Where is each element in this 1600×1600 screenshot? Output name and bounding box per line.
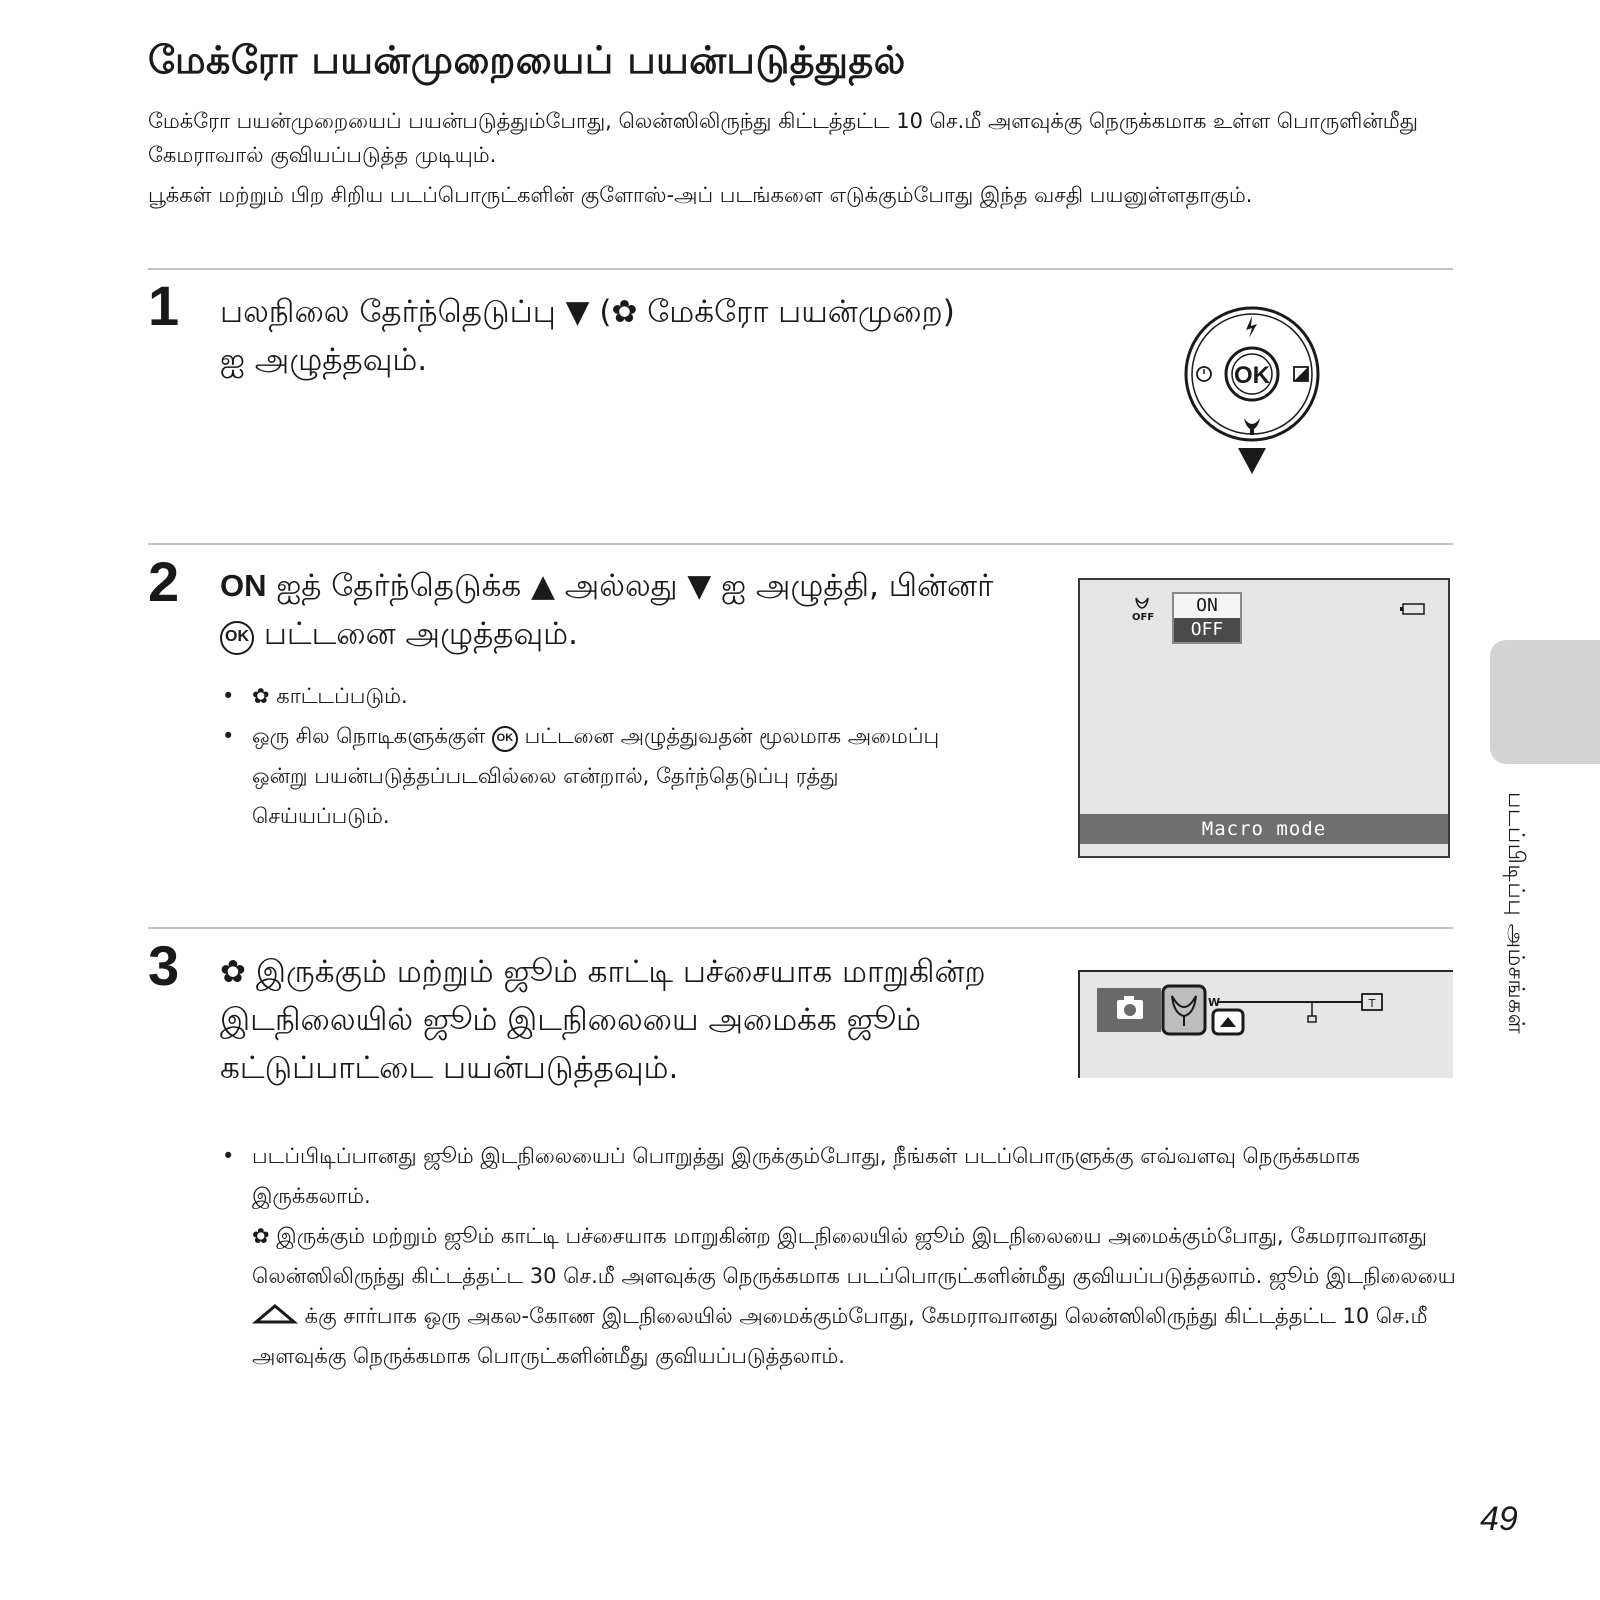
svg-text:OFF: OFF (1132, 612, 1155, 622)
list-item-text: க்கு சார்பாக ஒரு அகல-கோண இடநிலையில் அமைக்கும்போது, கேமராவானது லென்ஸிலிருந்து கிட்டத்தட்ட 10 செ.மீ அளவுக்கு நெருக்கமாக பொருட்களின்மீது குவியப்படுத்தலாம். (252, 1304, 1428, 1368)
macro-icon: ✿ (611, 294, 638, 330)
menu-option-off[interactable]: OFF (1174, 618, 1240, 642)
step-number: 3 (148, 934, 180, 997)
list-item (220, 676, 960, 716)
chapter-tab (1490, 640, 1600, 764)
divider (148, 268, 1453, 270)
step-text-part: பட்டனை அழுத்தவும். (254, 616, 578, 652)
wide-angle-icon (252, 1303, 298, 1325)
step-number: 2 (148, 550, 180, 613)
zoom-indicator-screen (1078, 970, 1453, 1078)
list-item-text: இருக்கும் மற்றும் ஜூம் காட்டி பச்சையாக மாறுகின்ற இடநிலையில் ஜூம் இடநிலையை அமைக்கும்போது, கேமராவானது லென்ஸிலிருந்து கிட்டத்தட்ட 30 செ.மீ அளவுக்கு நெருக்கமாக படப்பொருட்களின்மீது குவியப்படுத்தலாம். ஜூம் இடநிலையை (252, 1224, 1456, 1288)
menu-option-on[interactable]: ON (1196, 595, 1218, 616)
macro-icon: ✿ (252, 684, 270, 708)
zoom-wide-label: W (1208, 996, 1221, 1009)
list-item-text: படப்பிடிப்பானது ஜூம் இடநிலையைப் பொறுத்து இருக்கும்போது, நீங்கள் படப்பொருளுக்கு எவ்வளவு நெருக்கமாக இருக்கலாம். (252, 1144, 1360, 1208)
macro-off-icon (1130, 594, 1170, 622)
intro (148, 104, 1438, 218)
step-text (220, 288, 960, 384)
list-item (220, 716, 960, 836)
macro-icon: ✿ (220, 954, 246, 990)
step-number: 1 (148, 274, 180, 337)
mode-label: Macro mode (1080, 814, 1448, 844)
step-text-part: பலநிலை தேர்ந்தெடுப்பு ▼ ( (220, 294, 612, 330)
on-label: ON (220, 568, 267, 603)
list-item-text: ஒரு சில நொடிகளுக்குள் (252, 724, 492, 748)
ok-icon: OK (220, 621, 254, 655)
step-bullets (220, 676, 960, 836)
step-text-part: இருக்கும் மற்றும் ஜூம் காட்டி பச்சையாக மாறுகின்ற இடநிலையில் ஜூம் இடநிலையை அமைக்க ஜூம் கட்டுப்பாட்டை பயன்படுத்தவும். (220, 954, 986, 1086)
step-text (220, 562, 1010, 658)
list-item-text: பட்டனை அழுத்துவதன் மூலமாக அமைப்பு ஒன்று பயன்படுத்தப்படவில்லை என்றால், தேர்ந்தெடுப்பு ரத்து செய்யப்படும். (252, 724, 940, 828)
intro-paragraph: மேக்ரோ பயன்முறையைப் பயன்படுத்தும்போது, லென்ஸிலிருந்து கிட்டத்தட்ட 10 செ.மீ அளவுக்கு நெருக்கமாக உள்ள பொருளின்மீது கேமராவால் குவியப்படுத்த முடியும். (148, 109, 1418, 167)
zoom-indicator-graphic (1080, 972, 1453, 1078)
camera-screen (1078, 578, 1450, 858)
zoom-tele-label: T (1368, 997, 1376, 1010)
zoom-position-marker (1308, 1002, 1316, 1022)
multi-selector-diagram (1182, 306, 1322, 486)
divider (148, 543, 1453, 545)
page-number: 49 (1480, 1500, 1518, 1538)
down-arrow-icon (1238, 448, 1266, 474)
macro-icon-frame (1163, 986, 1205, 1034)
divider (148, 927, 1453, 929)
chapter-label: படப்பிடிப்பு அம்சங்கள் (1503, 792, 1528, 1035)
list-item-text: காட்டப்படும். (269, 684, 408, 708)
intro-paragraph: பூக்கள் மற்றும் பிற சிறிய படப்பொருட்களின் குளோஸ்-அப் படங்களை எடுக்கும்போது இந்த வசதி பயனுள்ளதாகும். (148, 183, 1253, 207)
step-text (220, 948, 1040, 1092)
battery-icon (1400, 602, 1426, 616)
step-bullets (220, 1136, 1460, 1376)
multi-selector-graphic (1182, 306, 1322, 486)
list-item (220, 1136, 1460, 1376)
step-text-part: மேக்ரோ பயன்முறை) ஐ அழுத்தவும். (220, 294, 955, 378)
ok-button-label: OK (1234, 362, 1270, 389)
macro-icon: ✿ (252, 1224, 270, 1248)
macro-menu (1172, 592, 1242, 644)
step-text-part: ஐத் தேர்ந்தெடுக்க ▲ அல்லது ▼ ஐ அழுத்தி, பின்னர் (266, 568, 994, 604)
page-title: மேக்ரோ பயன்முறையைப் பயன்படுத்துதல் (148, 38, 906, 82)
ok-icon: OK (492, 726, 518, 752)
